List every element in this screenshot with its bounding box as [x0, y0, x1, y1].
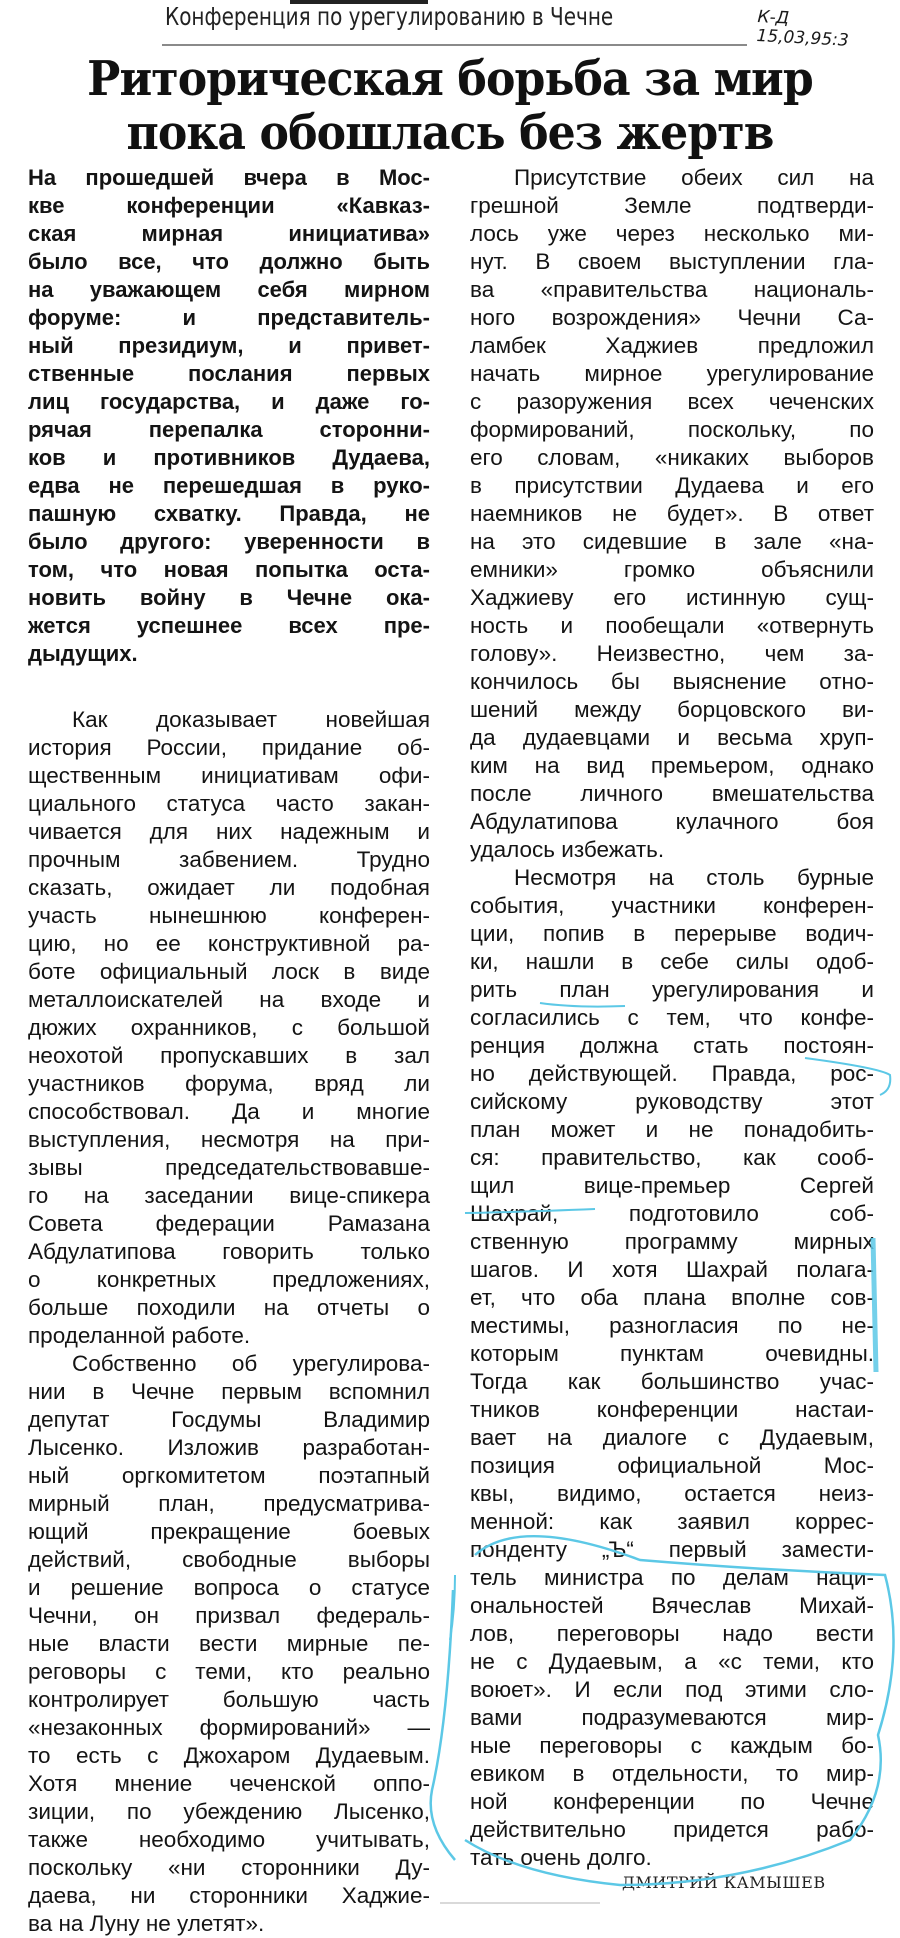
text-line: на уважающем себя мирном: [28, 277, 430, 302]
text-line: о конкретных предложениях,: [28, 1267, 430, 1292]
text-line: щественным инициативам офи-: [28, 763, 430, 788]
text-line: ся: правительство, как сооб-: [470, 1145, 874, 1170]
text-line: удалось избежать.: [470, 837, 665, 862]
right-body: [470, 164, 874, 1872]
text-line: история России, придание об-: [28, 735, 430, 760]
text-line: не с Дудаевым, а «с теми, кто: [470, 1649, 874, 1674]
text-line: щил вице-премьер Сергей: [470, 1173, 874, 1198]
text-line: Как доказывает новейшая: [72, 707, 430, 732]
text-line: ская мирная инициатива»: [28, 221, 430, 246]
text-line: ные власти вести мирные пе-: [28, 1631, 430, 1656]
text-line: ный оргкомитетом поэтапный: [28, 1463, 430, 1488]
text-line: неохотой пропускавших в зал: [28, 1043, 430, 1068]
text-line: ональностей Вячеслав Михай-: [470, 1593, 874, 1618]
text-line: с разоружения всех чеченских: [470, 389, 874, 414]
text-line: было все, что должно быть: [28, 249, 430, 274]
text-line: Хаджиеву его истинную сущ-: [470, 585, 874, 610]
text-line: ва на Луну не улетят».: [28, 1911, 265, 1936]
text-line: после личного вмешательства: [470, 781, 874, 806]
text-line: «незаконных формирований» —: [28, 1715, 430, 1740]
text-line: форуме: и представитель-: [28, 305, 430, 330]
text-line: проделанной работе.: [28, 1323, 251, 1348]
text-line: ет, что оба плана вполне сов-: [470, 1285, 874, 1310]
highlighter-curve: [450, 1575, 455, 1640]
text-line: шений между борцовского ви-: [470, 697, 874, 722]
text-line: го на заседании вице-спикера: [28, 1183, 430, 1208]
body-paragraph: [28, 1350, 430, 1938]
text-line: да дудаевцами и весьма хруп-: [470, 725, 874, 750]
text-line: кончилось бы выяснение отно-: [470, 669, 874, 694]
text-line: на это сидевшие в зале «на-: [470, 529, 874, 554]
text-line: кве конференции «Кавказ-: [28, 193, 430, 218]
text-line: пашную схватку. Правда, не: [28, 501, 430, 526]
text-line: нут. В своем выступлении гла-: [470, 249, 874, 274]
handwritten-note-line: 15,03,95:3: [756, 25, 850, 51]
text-line: понденту „Ъ“ первый замести-: [470, 1537, 874, 1562]
text-line: Абдулатипова кулачного боя: [470, 809, 874, 834]
text-line: мирный план, предусматрива-: [28, 1491, 430, 1516]
text-line: формирований, поскольку, по: [470, 417, 874, 442]
text-line: том, что новая попытка оста-: [28, 557, 430, 582]
text-line: выступления, несмотря на при-: [28, 1127, 430, 1152]
text-line: Тогда как большинство учас-: [470, 1369, 874, 1394]
text-line: зиции, по убеждению Лысенко,: [28, 1799, 430, 1824]
text-line: ва «правительства националь-: [470, 277, 874, 302]
text-line: лось уже через несколько ми-: [470, 221, 874, 246]
text-line: депутат Госдумы Владимир: [28, 1407, 430, 1432]
body-paragraph: [28, 706, 430, 1350]
section-rubric: Конференция по урегулированию в Чечне: [165, 2, 614, 31]
text-line: менной: как заявил коррес-: [470, 1509, 874, 1534]
text-line: рячая перепалка сторонни-: [28, 417, 430, 442]
text-line: местимы, разногласия по не-: [470, 1313, 874, 1338]
column-gap: [28, 668, 430, 706]
text-line: зывы председательствовавше-: [28, 1155, 430, 1180]
text-line: больше походили на отчеты о: [28, 1295, 430, 1320]
text-line: участников форума, вряд ли: [28, 1071, 430, 1096]
text-line: участь нынешнюю конферен-: [28, 903, 430, 928]
text-line: емники» громко объяснили: [470, 557, 874, 582]
text-line: рить план урегулирования и: [470, 977, 874, 1002]
text-line: также необходимо учитывать,: [28, 1827, 430, 1852]
text-line: ков и противников Дудаева,: [28, 445, 430, 470]
text-line: в присутствии Дудаева и его: [470, 473, 874, 498]
left-column: [28, 164, 430, 1938]
body-paragraph: [470, 164, 874, 864]
text-line: ные переговоры с каждым бо-: [470, 1733, 874, 1758]
text-line: Шахрай, подготовило соб-: [470, 1201, 874, 1226]
text-line: которым пунктам очевидны.: [470, 1341, 874, 1366]
text-line: тель министра по делам наци-: [470, 1565, 874, 1590]
text-line: едва не перешедшая в руко-: [28, 473, 430, 498]
highlighter-margin-line: [431, 1590, 455, 1860]
lead-paragraph: [28, 164, 430, 668]
text-line: ции, попив в перерыве водич-: [470, 921, 874, 946]
text-line: но действующей. Правда, рос-: [470, 1061, 874, 1086]
bottom-rule: [440, 1902, 600, 1904]
handwritten-note: [756, 8, 898, 53]
text-line: голову». Неизвестно, чем за-: [470, 641, 874, 666]
text-line: его словам, «никаких выборов: [470, 445, 874, 470]
left-body: [28, 706, 430, 1938]
text-line: Совета федерации Рамазана: [28, 1211, 430, 1236]
text-line: Хотя мнение чеченской оппо-: [28, 1771, 430, 1796]
text-line: боте официальный лоск в виде: [28, 959, 430, 984]
text-line: евиком в отдельности, то мир-: [470, 1761, 874, 1786]
text-line: события, участники конферен-: [470, 893, 874, 918]
text-line: тников конференции настаи-: [470, 1397, 874, 1422]
text-line: ственную программу мирных: [470, 1229, 874, 1254]
text-line: дюжих охранников, с большой: [28, 1015, 430, 1040]
text-line: тать очень долго.: [470, 1845, 652, 1870]
headline: [40, 52, 860, 160]
text-line: то есть с Джохаром Дудаевым.: [28, 1743, 430, 1768]
text-line: новить войну в Чечне ока-: [28, 585, 430, 610]
body-paragraph: [470, 864, 874, 1872]
handwritten-note-line: К-Д: [757, 7, 790, 29]
text-line: шагов. И хотя Шахрай полага-: [470, 1257, 874, 1282]
text-line: позиция официальной Мос-: [470, 1453, 874, 1478]
right-column: [470, 164, 874, 1872]
text-line: ный президиум, и привет-: [28, 333, 430, 358]
rubric-underline: [162, 44, 747, 46]
text-line: Присутствие обеих сил на: [514, 165, 874, 190]
text-line: дыдущих.: [28, 641, 138, 666]
text-line: ким на вид премьером, однако: [470, 753, 874, 778]
text-line: сказать, ожидает ли подобная: [28, 875, 430, 900]
text-line: начать мирное урегулирование: [470, 361, 874, 386]
text-line: способствовал. Да и многие: [28, 1099, 430, 1124]
text-line: наемников не будет». В ответ: [470, 501, 874, 526]
text-line: ламбек Хаджиев предложил: [470, 333, 874, 358]
text-line: нии в Чечне первым вспомнил: [28, 1379, 430, 1404]
headline-line: пока обошлась без жертв: [126, 105, 774, 161]
text-line: даева, ни сторонники Хаджие-: [28, 1883, 430, 1908]
text-line: лиц государства, и даже го-: [28, 389, 430, 414]
text-line: Чечни, он призвал федераль-: [28, 1603, 430, 1628]
text-line: Несмотря на столь бурные: [514, 865, 874, 890]
text-line: металлоискателей на входе и: [28, 987, 430, 1012]
text-line: ного возрождения» Чечни Са-: [470, 305, 874, 330]
text-line: ренция должна стать постоян-: [470, 1033, 874, 1058]
text-line: сийскому руководству этот: [470, 1089, 874, 1114]
text-line: вает на диалоге с Дудаевым,: [470, 1425, 874, 1450]
text-line: ной конференции по Чечне: [470, 1789, 874, 1814]
text-line: действий, свободные выборы: [28, 1547, 430, 1572]
text-line: прочным забвением. Трудно: [28, 847, 430, 872]
text-line: чивается для них надежным и: [28, 819, 430, 844]
text-line: Лысенко. Изложив разработан-: [28, 1435, 430, 1460]
text-line: контролирует большую часть: [28, 1687, 430, 1712]
text-line: жется успешнее всех пре-: [28, 613, 430, 638]
text-line: циального статуса часто закан-: [28, 791, 430, 816]
text-line: цию, но ее конструктивной ра-: [28, 931, 430, 956]
text-line: квы, видимо, остается неиз-: [470, 1481, 874, 1506]
text-line: лов, переговоры надо вести: [470, 1621, 874, 1646]
text-line: согласились с тем, что конфе-: [470, 1005, 874, 1030]
text-line: ственные послания первых: [28, 361, 430, 386]
text-line: ющий прекращение боевых: [28, 1519, 430, 1544]
text-line: вами подразумеваются мир-: [470, 1705, 874, 1730]
text-line: и решение вопроса о статусе: [28, 1575, 430, 1600]
text-line: было другого: уверенности в: [28, 529, 430, 554]
text-line: грешной Земле подтверди-: [470, 193, 874, 218]
text-line: поскольку «ни сторонники Ду-: [28, 1855, 430, 1880]
text-line: действительно придется рабо-: [470, 1817, 874, 1842]
text-line: На прошедшей вчера в Мос-: [28, 165, 430, 190]
text-line: ки, нашли в себе силы одоб-: [470, 949, 874, 974]
text-line: воюет». И если под этими сло-: [470, 1677, 874, 1702]
text-line: план может и не понадобить-: [470, 1117, 874, 1142]
text-line: реговоры с теми, кто реально: [28, 1659, 430, 1684]
text-line: ность и пообещали «отвернуть: [470, 613, 874, 638]
headline-line: Риторическая борьба за мир: [87, 51, 813, 107]
text-line: Собственно об урегулирова-: [72, 1351, 430, 1376]
text-line: Абдулатипова говорить только: [28, 1239, 430, 1264]
byline: ДМИТРИЙ КАМЫШЕВ: [622, 1873, 826, 1892]
